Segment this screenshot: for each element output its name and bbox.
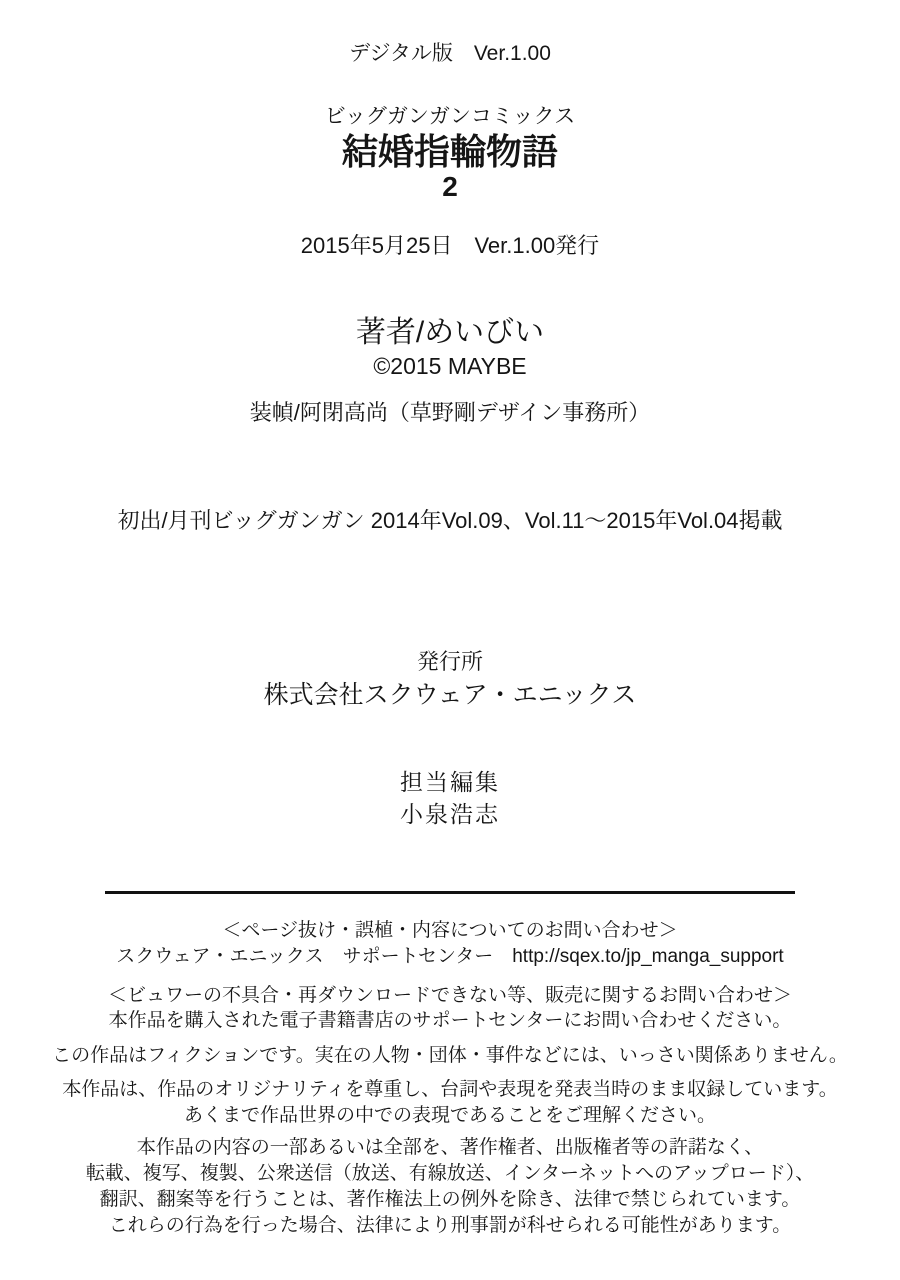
issue-date-line: 2015年5月25日 Ver.1.00発行 xyxy=(300,233,600,258)
copyright-line: ©2015 MAYBE xyxy=(373,353,527,379)
book-title: 結婚指輪物語 xyxy=(341,131,558,172)
viewer-inquiry-heading: ＜ビュワーの不具合・再ダウンロードできない等、販売に関するお問い合わせ＞ xyxy=(107,985,792,1006)
digital-edition-version: デジタル版 Ver.1.00 xyxy=(349,42,551,65)
content-inquiry-heading: ＜ページ抜け・誤植・内容についてのお問い合わせ＞ xyxy=(222,920,678,941)
support-center-line: スクウェア・エニックス サポートセンター http://sqex.to/jp_manga_support xyxy=(116,946,784,967)
publisher-name: 株式会社スクウェア・エニックス xyxy=(263,681,637,709)
imprint-label: ビッグガンガンコミックス xyxy=(324,105,576,128)
author-line: 著者/めいびい xyxy=(355,316,545,349)
copyright-warning-line1: 本作品の内容の一部あるいは全部を、著作権者、出版権者等の許諾なく、 xyxy=(136,1137,764,1158)
first-publication-line: 初出/月刊ビッグガンガン 2014年Vol.09、Vol.11～2015年Vol.04掲載 xyxy=(117,508,783,533)
copyright-warning-line3: 翻訳、翻案等を行うことは、著作権法上の例外を除き、法律で禁じられています。 xyxy=(99,1189,801,1210)
editor-label: 担当編集 xyxy=(400,769,500,795)
editor-name: 小泉浩志 xyxy=(400,801,500,827)
publisher-label: 発行所 xyxy=(416,649,483,674)
copyright-warning-line4: これらの行為を行った場合、法律により刑事罰が科せられる可能性があります。 xyxy=(108,1215,792,1236)
fiction-disclaimer: この作品はフィクションです。実在の人物・団体・事件などには、いっさい関係ありません。 xyxy=(52,1045,848,1066)
divider-rule xyxy=(105,891,795,894)
volume-number: 2 xyxy=(442,171,458,202)
copyright-warning-line2: 転載、複写、複製、公衆送信（放送、有線放送、インターネットへのアップロード）、 xyxy=(85,1163,815,1184)
originality-notice-line2: あくまで作品世界の中での表現であることをご理解ください。 xyxy=(183,1105,716,1126)
originality-notice-line1: 本作品は、作品のオリジナリティを尊重し、台詞や表現を発表当時のまま収録しています。 xyxy=(62,1079,838,1100)
viewer-inquiry-contact: 本作品を購入された電子書籍書店のサポートセンターにお問い合わせください。 xyxy=(108,1010,792,1031)
cover-design-credit: 装幀/阿閉高尚（草野剛デザイン事務所） xyxy=(249,400,651,425)
